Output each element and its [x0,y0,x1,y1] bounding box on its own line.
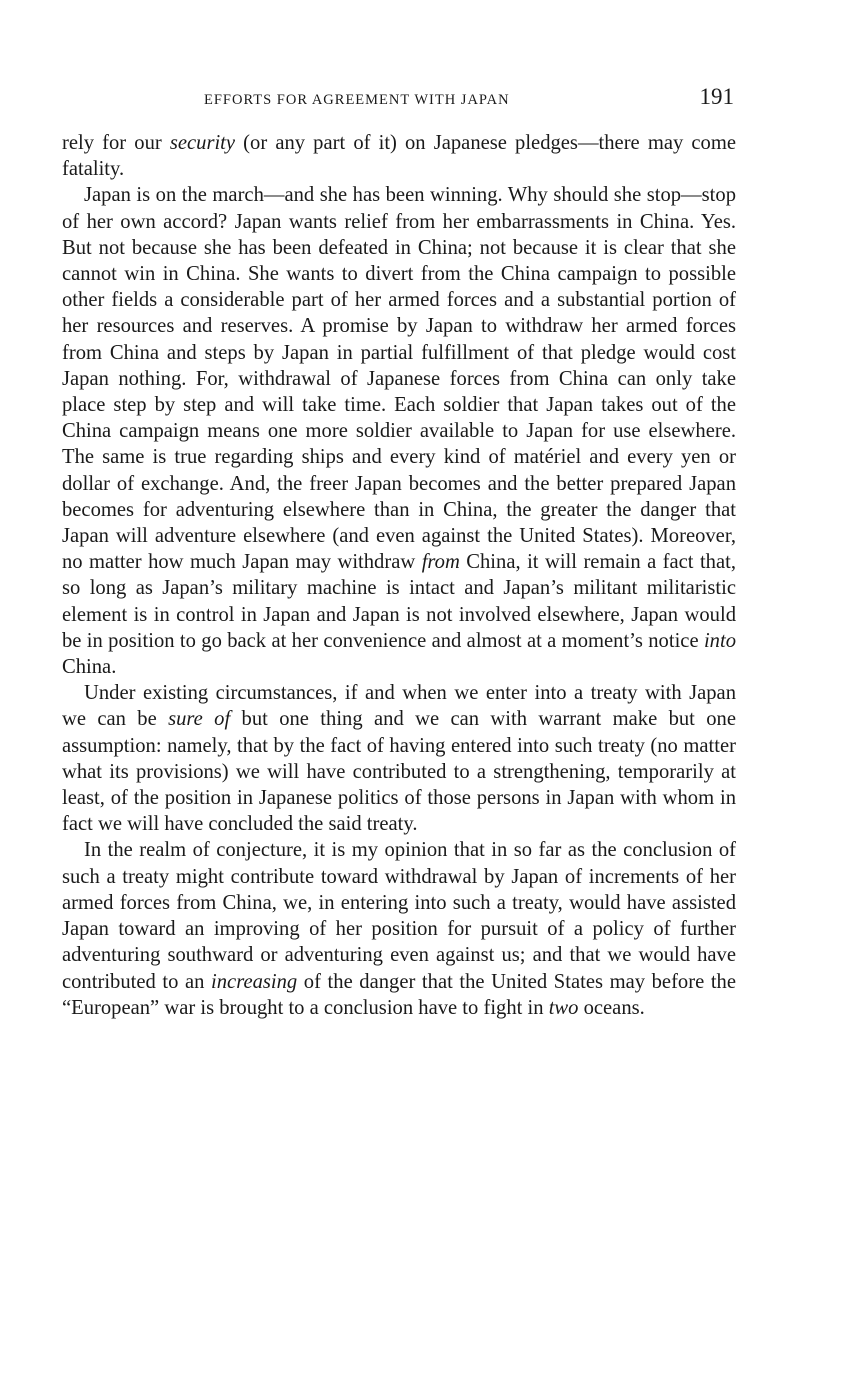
text-segment: but one thing and we can with warrant make but one assumption: namely, that by the fact of having entered into such treaty (no matter what its provisions) we will have contributed to a strengthening, temporarily at least, of the position in Japanese politics of those persons in Japan with whom in fact we will have concluded the said treaty. [62,708,736,836]
italic-text: sure of [168,708,231,731]
text-segment: Under existing circumstances, if and when we enter into a treaty with Japan we can be [62,682,736,731]
text-segment: of the danger that the United States may before the “European” war is brought to a conclusion have to fight in [62,970,736,1019]
italic-text: security [169,132,236,154]
italic-text: increasing [211,970,298,993]
paragraph-continuation [62,130,736,182]
text-segment: Japan is on the march—and she has been winning. Why should she stop—stop of her own accord? Japan wants relief from her embarrassments in China. Yes. But not because she has been defeated in China; not because it is clear that she cannot win in China. She wants to divert from the China campaign to possible other fields a considerable part of her armed forces and a substantial portion of her resources and reserves. A promise by Japan to withdraw her armed forces from China and steps by Japan in partial fulfillment of that pledge would cost Japan nothing. For, withdrawal of Japanese forces from China can only take place step by step and will take time. Each soldier that Japan takes out of the China campaign means one more soldier available to Japan for use elsewhere. The same is true regarding ships and every kind of matériel and every yen or dollar of exchange. And, the freer Japan becomes and the better prepared Japan becomes for adventuring elsewhere than in China, the greater the danger that Japan will adventure elsewhere (and even against the United States). Moreover, no matter how much Japan may withdraw [62,184,736,574]
italic-text: into [703,629,736,652]
text-segment: (or any part of it) on Japanese pledges—there may come fatality. [62,132,736,181]
text-segment: China, it will remain a fact that, so long as Japan’s military machine is intact and Japan’s militant militaristic element is in control in Japan and Japan is not involved elsewhere, Japan would be in position to go back at her convenience and almost at a moment’s notice [62,551,736,652]
paragraph [62,837,736,1020]
text-segment: China. [62,656,117,679]
body-text [62,130,736,1021]
page-number: 191 [699,84,734,109]
paragraph [62,680,736,837]
text-segment: In the realm of conjecture, it is my opinion that in so far as the conclusion of such a treaty might contribute toward withdrawal by Japan of increments of her armed forces from China, we, in entering into such a treaty, would have assisted Japan toward an improving of her position for pursuit of a policy of further adventuring southward or adventuring even against us; and that we would have contributed to an [62,839,736,993]
running-head [62,84,736,114]
italic-text: two [548,996,579,1019]
text-segment: rely for our [62,132,170,154]
running-title: EFFORTS FOR AGREEMENT WITH JAPAN [204,92,510,108]
paragraph [62,182,736,680]
italic-text: from [421,551,460,574]
text-segment: oceans. [578,996,645,1019]
